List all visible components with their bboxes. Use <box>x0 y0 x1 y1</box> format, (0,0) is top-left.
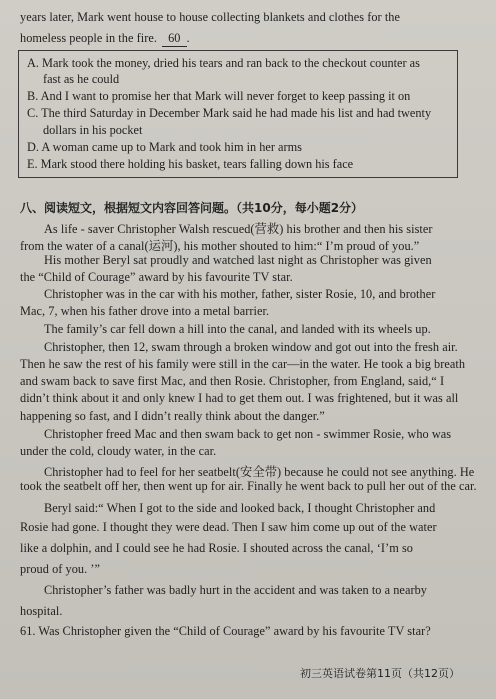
passage-line: Then he saw the rest of his family were still in the car—in the water. He took a big breath <box>20 357 466 371</box>
passage-line: Christopher freed Mac and then swam back to get non - swimmer Rosie, who was <box>44 427 452 441</box>
passage-line: from the water of a canal(运河), his mother shouted to him:“ I’m proud of you.” <box>20 239 420 253</box>
passage-line: didn’t think about it and only knew I had to get them out. I was frightened, but it was all <box>20 391 459 405</box>
passage-line: took the seatbelt off her, then went up for air. Finally he went back to pull her out of the car. <box>20 479 477 493</box>
passage-line: under the cold, cloudy water, in the car. <box>20 444 217 458</box>
period: . <box>186 31 190 45</box>
passage-line: Christopher, then 12, swam through a broken window and got out into the fresh air. <box>44 340 458 354</box>
passage-line: The family’s car fell down a hill into the canal, and landed with its wheels up. <box>44 322 431 336</box>
option-a-line2: fast as he could <box>43 72 120 86</box>
passage-line: Mac, 7, when his father drove into a metal barrier. <box>20 304 270 318</box>
options-box <box>18 50 458 178</box>
option-a-line1: A. Mark took the money, dried his tears and ran back to the checkout counter as <box>27 56 420 70</box>
passage-line-with-blank <box>20 31 190 47</box>
question-61: 61. Was Christopher given the “Child of Courage” award by his favourite TV star? <box>20 624 431 638</box>
option-c-line2: dollars in his pocket <box>43 123 143 137</box>
passage-line: years later, Mark went house to house collecting blankets and clothes for the <box>20 10 401 24</box>
passage-line: proud of you. ’” <box>20 562 101 576</box>
section-heading: 八、阅读短文，根据短文内容回答问题。（共10分，每小题2分） <box>20 201 364 215</box>
page-footer: 初三英语试卷第11页（共12页） <box>300 667 460 680</box>
passage-line: Christopher’s father was badly hurt in the accident and was taken to a nearby <box>44 583 427 597</box>
option-d: D. A woman came up to Mark and took him in her arms <box>27 140 302 154</box>
passage-line: like a dolphin, and I could see he had Rosie. I shouted across the canal, ‘I’m so <box>20 541 413 555</box>
passage-line: the “Child of Courage” award by his favourite TV star. <box>20 270 293 284</box>
passage-line: Rosie had gone. I thought they were dead. Then I saw him come up out of the water <box>20 520 437 534</box>
passage-line: hospital. <box>20 604 63 618</box>
passage-line: Christopher was in the car with his mother, father, sister Rosie, 10, and brother <box>44 287 436 301</box>
passage-line: His mother Beryl sat proudly and watched last night as Christopher was given <box>44 253 432 267</box>
passage-line: As life - saver Christopher Walsh rescued(营救) his brother and then his sister <box>44 222 433 236</box>
answer-blank: 60 <box>162 31 186 47</box>
option-c-line1: C. The third Saturday in December Mark said he had made his list and had twenty <box>27 106 432 120</box>
passage-line: Beryl said:“ When I got to the side and looked back, I thought Christopher and <box>44 501 436 515</box>
passage-text: homeless people in the fire. <box>20 31 157 45</box>
option-e: E. Mark stood there holding his basket, tears falling down his face <box>27 157 354 171</box>
passage-line: and swam back to save first Mac, and then Rosie. Christopher, from England, said,“ I <box>20 374 445 388</box>
passage-line: happening so fast, and I didn’t really think about the danger.” <box>20 409 325 423</box>
passage-line: Christopher had to feel for her seatbelt(安全带) because he could not see anything. He <box>44 465 475 479</box>
option-b: B. And I want to promise her that Mark will never forget to keep passing it on <box>27 89 411 103</box>
